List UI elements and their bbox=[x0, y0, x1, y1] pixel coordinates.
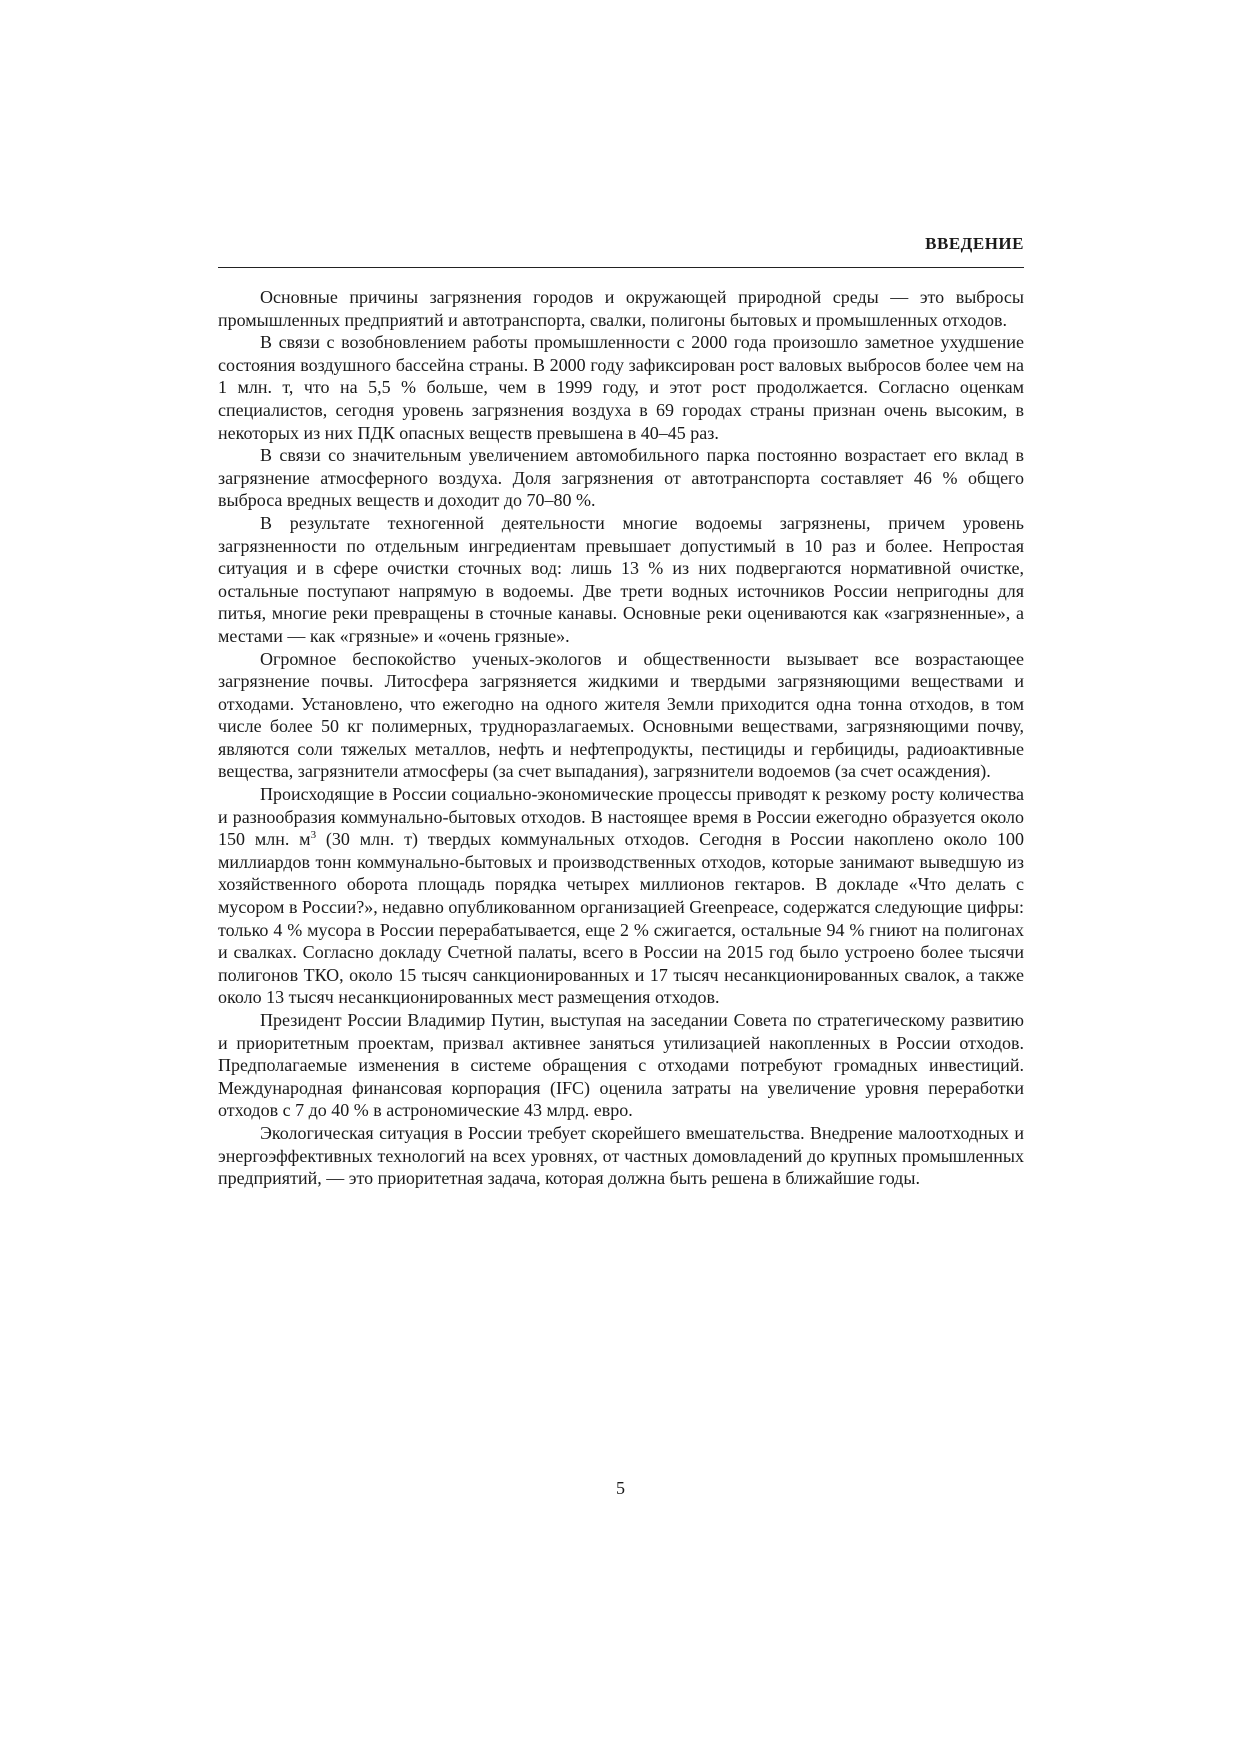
waste-text-after-unit: (30 млн. т) твердых коммунальных отходов. Сегодня в России накоплено около 100 миллиардов тонн коммунально-бытовых и производственных отходов, которые занимают выведшую из хозяйственного оборота площадь порядка четырех миллионов гектаров. В докладе «Что делать с мусором в России?», недавно опубликованном организацией Greenpeace, содержатся следующие цифры: только 4 % мусора в России перерабатывается, еще 2 % сжигается, остальные 94 % гниют на полигонах и свалках. Согласно докладу Счетной палаты, всего в России на 2015 год было устроено более тысячи полигонов ТКО, около 15 тысяч санкционированных и 17 тысяч несанкционированных свалок, а также около 13 тысяч несанкционированных мест размещения отходов. bbox=[218, 829, 1024, 1008]
paragraph-municipal-waste bbox=[218, 783, 1024, 1009]
paragraph-water-pollution: В результате техногенной деятельности многие водоемы загрязнены, причем уровень загрязненности по отдельным ингредиентам превышает допустимый в 10 раз и более. Непростая ситуация и в сфере очистки сточных вод: лишь 13 % из них подвергаются нормативной очистке, остальные поступают напрямую в водоемы. Две трети водных источников России непригодны для питья, многие реки превращены в сточные канавы. Основные реки оцениваются как «загрязненные», а местами — как «грязные» и «очень грязные». bbox=[218, 512, 1024, 646]
cubic-unit-exponent: 3 bbox=[310, 829, 317, 842]
paragraph-soil-pollution: Огромное беспокойство ученых-экологов и общественности вызывает все возрастающее загрязнение почвы. Литосфера загрязняется жидкими и твердыми загрязняющими веществами и отходами. Установлено, что ежегодно на одного жителя Земли приходится одна тонна отходов, в том числе более 50 кг полимерных, трудноразлагаемых. Основными веществами, загрязняющими почву, являются соли тяжелых металлов, нефть и нефтепродукты, пестициды и гербициды, радиоактивные вещества, загрязнители атмосферы (за счет выпадания), загрязнители водоемов (за счет осаждения). bbox=[218, 648, 1024, 782]
body-text bbox=[218, 286, 1024, 1190]
paragraph-president-statement: Президент России Владимир Путин, выступая на заседании Совета по стратегическому развитию и приоритетным проектам, призвал активнее заняться утилизацией накопленных в России отходов. Предполагаемые изменения в системе обращения с отходами потребуют громадных инвестиций. Международная финансовая корпорация (IFC) оценила затраты на увеличение уровня переработки отходов с 7 до 40 % в астрономические 43 млрд. евро. bbox=[218, 1010, 1024, 1121]
paragraph-pollution-causes: Основные причины загрязнения городов и окружающей природной среды — это выбросы промышленных предприятий и автотранспорта, свалки, полигоны бытовых и промышленных отходов. bbox=[218, 287, 1024, 330]
page-number: 5 bbox=[616, 1478, 625, 1498]
paragraph-conclusion: Экологическая ситуация в России требует скорейшего вмешательства. Внедрение малоотходных и энергоэффективных технологий на всех уровнях, от частных домовладений до крупных промышленных предприятий, — это приоритетная задача, которая должна быть решена в ближайшие годы. bbox=[218, 1122, 1024, 1189]
paragraph-air-emissions: В связи с возобновлением работы промышленности с 2000 года произошло заметное ухудшение состояния воздушного бассейна страны. В 2000 году зафиксирован рост валовых выбросов более чем на 1 млн. т, что на 5,5 % больше, чем в 1999 году, и этот рост продолжается. Согласно оценкам специалистов, сегодня уровень загрязнения воздуха в 69 городах страны признан очень высоким, в некоторых из них ПДК опасных веществ превышена в 40–45 раз. bbox=[218, 332, 1024, 443]
waste-text-before-unit: Происходящие в России социально-экономические процессы приводят к резкому росту количества и разнообразия коммунально-бытовых отходов. В настоящее время в России ежегодно образуется около 150 млн. м bbox=[218, 784, 1024, 850]
paragraph-vehicle-pollution: В связи со значительным увеличением автомобильного парка постоянно возрастает его вклад в загрязнение атмосферного воздуха. Доля загрязнения от автотранспорта составляет 46 % общего выброса вредных веществ и доходит до 70–80 %. bbox=[218, 445, 1024, 511]
header-divider bbox=[218, 267, 1024, 268]
running-head-section-title: ВВЕДЕНИЕ bbox=[925, 234, 1024, 253]
